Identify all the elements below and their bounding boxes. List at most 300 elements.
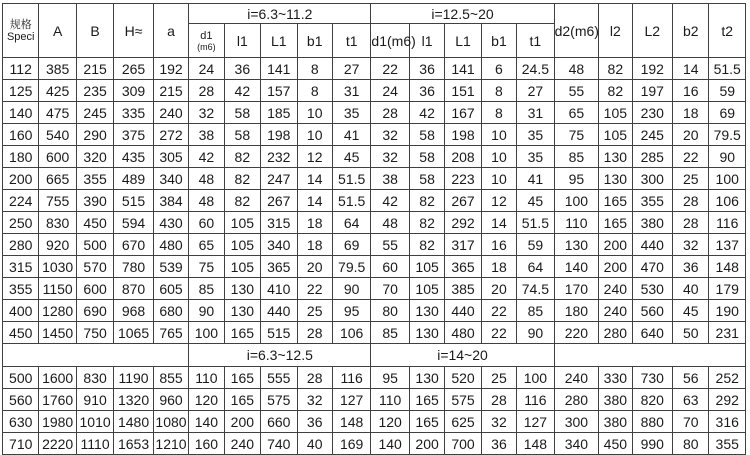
table-row [3,433,746,455]
table-cell: 285 [632,146,672,168]
table-cell: 70 [673,411,709,433]
table-cell: 112 [3,58,39,80]
table-cell: 100 [189,322,224,344]
table-cell: 575 [445,389,481,411]
table-cell: 435 [114,146,153,168]
table-cell: 12 [481,190,516,212]
table-cell: 24.5 [517,58,554,80]
table-cell: 355 [632,190,672,212]
table-cell: 200 [409,433,444,455]
table-cell: 200 [3,168,39,190]
table-cell: 31 [517,102,554,124]
table-cell: 140 [189,411,224,433]
table-row [3,300,746,322]
table-cell: 45 [332,146,371,168]
table-cell: 18 [297,212,332,234]
table-cell: 100 [554,190,599,212]
table-cell: 80 [673,433,709,455]
spec-table [2,3,746,455]
table-cell: 8 [481,102,516,124]
table-cell: 31 [332,80,371,102]
table-cell: 106 [332,322,371,344]
table-cell: 160 [3,124,39,146]
header-l2: l2 [599,4,632,58]
table-cell: 10 [481,146,516,168]
g2-d1-header: d1(m6) [371,24,409,58]
table-cell: 539 [153,256,188,278]
table-cell: 32 [371,124,409,146]
g1-b1-header: b1 [297,24,332,58]
table-cell: 198 [445,124,481,146]
table-cell: 355 [709,433,746,455]
table-cell: 160 [189,433,224,455]
table-cell: 820 [632,389,672,411]
table-cell: 65 [189,234,224,256]
group-header-2: i=12.5~20 [371,4,554,24]
table-row [3,124,746,146]
table-row [3,168,746,190]
table-cell: 315 [3,256,39,278]
table-cell: 10 [481,124,516,146]
table-cell: 515 [114,190,153,212]
table-cell: 316 [709,411,746,433]
table-cell: 58 [409,168,444,190]
table-cell: 85 [189,278,224,300]
table-cell: 14 [297,190,332,212]
table-cell: 231 [709,322,746,344]
table-cell: 247 [261,168,297,190]
table-cell: 200 [599,256,632,278]
g1-t1-header: t1 [332,24,371,58]
table-cell: 385 [445,278,481,300]
table-cell: 1010 [76,411,113,433]
table-cell: 1653 [114,433,153,455]
table-cell: 65 [554,102,599,124]
table-cell: 165 [409,411,444,433]
table-cell: 140 [371,433,409,455]
table-cell: 440 [632,234,672,256]
table-cell: 28 [673,212,709,234]
table-cell: 169 [332,433,371,455]
table-cell: 51.5 [709,58,746,80]
table-cell: 140 [3,102,39,124]
table-cell: 215 [153,80,188,102]
table-cell: 58 [409,146,444,168]
table-cell: 35 [517,146,554,168]
table-cell: 920 [39,234,76,256]
table-cell: 765 [153,322,188,344]
table-cell: 1150 [39,278,76,300]
table-cell: 58 [224,102,260,124]
table-cell: 32 [297,389,332,411]
table-cell: 960 [153,389,188,411]
table-cell: 59 [517,234,554,256]
table-cell: 48 [554,58,599,80]
table-cell: 179 [709,278,746,300]
table-cell: 390 [76,190,113,212]
table-cell: 292 [445,212,481,234]
table-cell: 230 [632,102,672,124]
table-cell: 600 [76,278,113,300]
table-cell: 36 [409,58,444,80]
table-cell: 365 [261,256,297,278]
table-cell: 42 [371,190,409,212]
table-row [3,234,746,256]
table-cell: 165 [599,212,632,234]
table-cell: 16 [481,234,516,256]
table-cell: 235 [76,80,113,102]
table-cell: 42 [189,146,224,168]
table-row [3,190,746,212]
table-cell: 1110 [76,433,113,455]
table-cell: 59 [709,80,746,102]
table-cell: 272 [153,124,188,146]
table-cell: 1600 [39,367,76,389]
table-cell: 380 [632,212,672,234]
table-cell: 42 [409,102,444,124]
table-row [3,411,746,433]
table-cell: 240 [153,102,188,124]
table-cell: 51.5 [332,168,371,190]
table-cell: 830 [39,212,76,234]
table-cell: 1210 [153,433,188,455]
table-cell: 82 [409,190,444,212]
g1-d1-header [189,24,224,58]
table-cell: 36 [297,411,332,433]
table-cell: 85 [371,322,409,344]
table-cell: 27 [332,58,371,80]
table-cell: 2220 [39,433,76,455]
table-cell: 1065 [114,322,153,344]
table-cell: 1760 [39,389,76,411]
table-cell: 198 [261,124,297,146]
table-cell: 106 [709,190,746,212]
group-header-1: i=6.3~11.2 [189,4,371,24]
table-cell: 105 [224,256,260,278]
table-cell: 74.5 [517,278,554,300]
table-cell: 625 [445,411,481,433]
table-cell: 240 [554,367,599,389]
table-cell: 18 [673,102,709,124]
table-cell: 45 [517,190,554,212]
table-cell: 410 [261,278,297,300]
table-cell: 20 [673,124,709,146]
table-cell: 1320 [114,389,153,411]
table-cell: 60 [371,256,409,278]
table-cell: 25 [481,367,516,389]
table-cell: 130 [409,300,444,322]
g2-L1-header: L1 [445,24,481,58]
table-cell: 470 [632,256,672,278]
table-cell: 28 [297,367,332,389]
table-cell: 530 [632,278,672,300]
table-cell: 10 [297,102,332,124]
table-cell: 127 [332,389,371,411]
table-cell: 41 [332,124,371,146]
table-cell: 90 [517,322,554,344]
header-row-1 [3,4,746,24]
table-cell: 36 [673,256,709,278]
table-cell: 167 [445,102,481,124]
g2-l1-header: l1 [409,24,444,58]
table-cell: 335 [114,102,153,124]
table-cell: 95 [332,300,371,322]
table-cell: 110 [554,212,599,234]
table-cell: 605 [153,278,188,300]
table-cell: 910 [76,389,113,411]
header-d2: d2(m6) [554,4,599,58]
table-cell: 700 [445,433,481,455]
table-cell: 520 [445,367,481,389]
table-row [3,389,746,411]
table-cell: 45 [673,300,709,322]
table-cell: 480 [445,322,481,344]
table-cell: 365 [445,256,481,278]
table-cell: 680 [153,300,188,322]
table-cell: 6 [481,58,516,80]
table-cell: 575 [261,389,297,411]
table-cell: 660 [261,411,297,433]
table-cell: 130 [224,300,260,322]
table-cell: 105 [599,102,632,124]
table-cell: 35 [332,102,371,124]
table-cell: 64 [332,212,371,234]
table-cell: 740 [261,433,297,455]
table-cell: 110 [371,389,409,411]
table-cell: 137 [709,234,746,256]
table-cell: 69 [709,102,746,124]
table-cell: 570 [76,256,113,278]
table-cell: 240 [224,433,260,455]
table-cell: 240 [599,278,632,300]
subheader-row [3,344,746,367]
table-cell: 1480 [114,411,153,433]
table-cell: 252 [709,367,746,389]
table-cell: 855 [153,367,188,389]
table-row [3,146,746,168]
table-cell: 105 [599,124,632,146]
g2-t1-header: t1 [517,24,554,58]
table-cell: 25 [673,168,709,190]
table-cell: 22 [297,278,332,300]
header-L2: L2 [632,4,672,58]
subheader-blank-right [554,344,745,367]
group-header-3: i=6.3~12.5 [189,344,371,367]
table-cell: 85 [517,300,554,322]
table-cell: 10 [297,124,332,146]
table-cell: 300 [632,168,672,190]
table-cell: 197 [632,80,672,102]
header-a: a [153,4,188,58]
table-cell: 79.5 [709,124,746,146]
g1-d1-sub-label: (m6) [197,41,216,52]
header-body [3,4,746,58]
table-cell: 330 [599,367,632,389]
table-cell: 540 [39,124,76,146]
table-cell: 400 [3,300,39,322]
table-cell: 58 [409,124,444,146]
table-cell: 105 [224,212,260,234]
table-cell: 28 [297,322,332,344]
table-cell: 82 [599,80,632,102]
table-cell: 185 [261,102,297,124]
table-cell: 60 [189,212,224,234]
table-cell: 440 [261,300,297,322]
table-cell: 157 [261,80,297,102]
table-cell: 560 [3,389,39,411]
table-cell: 148 [709,256,746,278]
subheader-blank-left [3,344,189,367]
table-cell: 116 [332,367,371,389]
table-cell: 42 [224,80,260,102]
header-t2: t2 [709,4,746,58]
table-cell: 50 [673,322,709,344]
table-cell: 192 [153,58,188,80]
table-cell: 28 [673,190,709,212]
table-cell: 80 [371,300,409,322]
table-cell: 267 [445,190,481,212]
table-cell: 755 [39,190,76,212]
table-cell: 51.5 [517,212,554,234]
table-row [3,278,746,300]
table-cell: 95 [554,168,599,190]
table-cell: 24 [189,58,224,80]
table-cell: 317 [445,234,481,256]
table-cell: 40 [297,433,332,455]
table-row [3,322,746,344]
table-cell: 280 [554,389,599,411]
table-cell: 165 [224,367,260,389]
table-cell: 968 [114,300,153,322]
table-cell: 223 [445,168,481,190]
table-cell: 450 [3,322,39,344]
table-cell: 224 [3,190,39,212]
g1-l1-header: l1 [224,24,260,58]
table-cell: 105 [224,234,260,256]
table-cell: 28 [481,389,516,411]
table-cell: 32 [673,234,709,256]
table-cell: 48 [189,168,224,190]
table-cell: 600 [39,146,76,168]
table-cell: 430 [153,212,188,234]
table-row [3,367,746,389]
table-cell: 8 [297,80,332,102]
header-A: A [39,4,76,58]
table-cell: 130 [599,168,632,190]
table-cell: 75 [189,256,224,278]
table-cell: 130 [409,367,444,389]
table-cell: 90 [189,300,224,322]
table-cell: 36 [481,433,516,455]
table-cell: 100 [517,367,554,389]
table-cell: 690 [76,300,113,322]
table-cell: 670 [114,234,153,256]
subheader-body [3,344,746,367]
table-cell: 55 [554,80,599,102]
table-cell: 18 [297,234,332,256]
table-cell: 32 [481,411,516,433]
table-cell: 48 [189,190,224,212]
table-cell: 440 [445,300,481,322]
table-cell: 55 [371,234,409,256]
table-cell: 500 [3,367,39,389]
table-cell: 16 [673,80,709,102]
group-header-4: i=14~20 [371,344,554,367]
table-cell: 116 [517,389,554,411]
table-cell: 148 [332,411,371,433]
table-cell: 1080 [153,411,188,433]
table-cell: 36 [409,80,444,102]
table-cell: 48 [371,212,409,234]
table-cell: 10 [481,168,516,190]
table-cell: 240 [599,300,632,322]
table-cell: 20 [481,278,516,300]
table-cell: 130 [224,278,260,300]
header-b2: b2 [673,4,709,58]
table-cell: 200 [599,234,632,256]
table-cell: 63 [673,389,709,411]
table-cell: 165 [409,389,444,411]
table-cell: 25 [297,300,332,322]
table-cell: 148 [517,433,554,455]
table-cell: 130 [554,234,599,256]
table-cell: 38 [189,124,224,146]
table-cell: 375 [114,124,153,146]
g2-b1-header: b1 [481,24,516,58]
table-cell: 141 [445,58,481,80]
table-cell: 40 [673,278,709,300]
table-cell: 280 [3,234,39,256]
table-cell: 515 [261,322,297,344]
table-cell: 8 [297,58,332,80]
table-cell: 215 [76,58,113,80]
table-cell: 250 [3,212,39,234]
table-cell: 192 [632,58,672,80]
table-cell: 315 [261,212,297,234]
table-cell: 208 [445,146,481,168]
table-cell: 32 [189,102,224,124]
table-cell: 127 [517,411,554,433]
table-cell: 730 [632,367,672,389]
table-cell: 380 [599,389,632,411]
header-B: B [76,4,113,58]
table-cell: 141 [261,58,297,80]
table-cell: 100 [709,168,746,190]
spec-header-en: Speci [6,30,35,43]
spec-header [3,4,39,58]
table-cell: 1450 [39,322,76,344]
table-cell: 180 [554,300,599,322]
table-cell: 56 [673,367,709,389]
table-cell: 140 [554,256,599,278]
table-cell: 1980 [39,411,76,433]
table-cell: 165 [599,190,632,212]
table-cell: 489 [114,168,153,190]
table-cell: 82 [409,234,444,256]
header-H: H≈ [114,4,153,58]
table-cell: 380 [599,411,632,433]
table-cell: 27 [517,80,554,102]
table-cell: 305 [153,146,188,168]
table-cell: 58 [224,124,260,146]
table-cell: 880 [632,411,672,433]
table-cell: 280 [599,322,632,344]
table-cell: 32 [371,146,409,168]
table-cell: 14 [673,58,709,80]
table-cell: 165 [224,322,260,344]
table-cell: 640 [632,322,672,344]
table-cell: 710 [3,433,39,455]
